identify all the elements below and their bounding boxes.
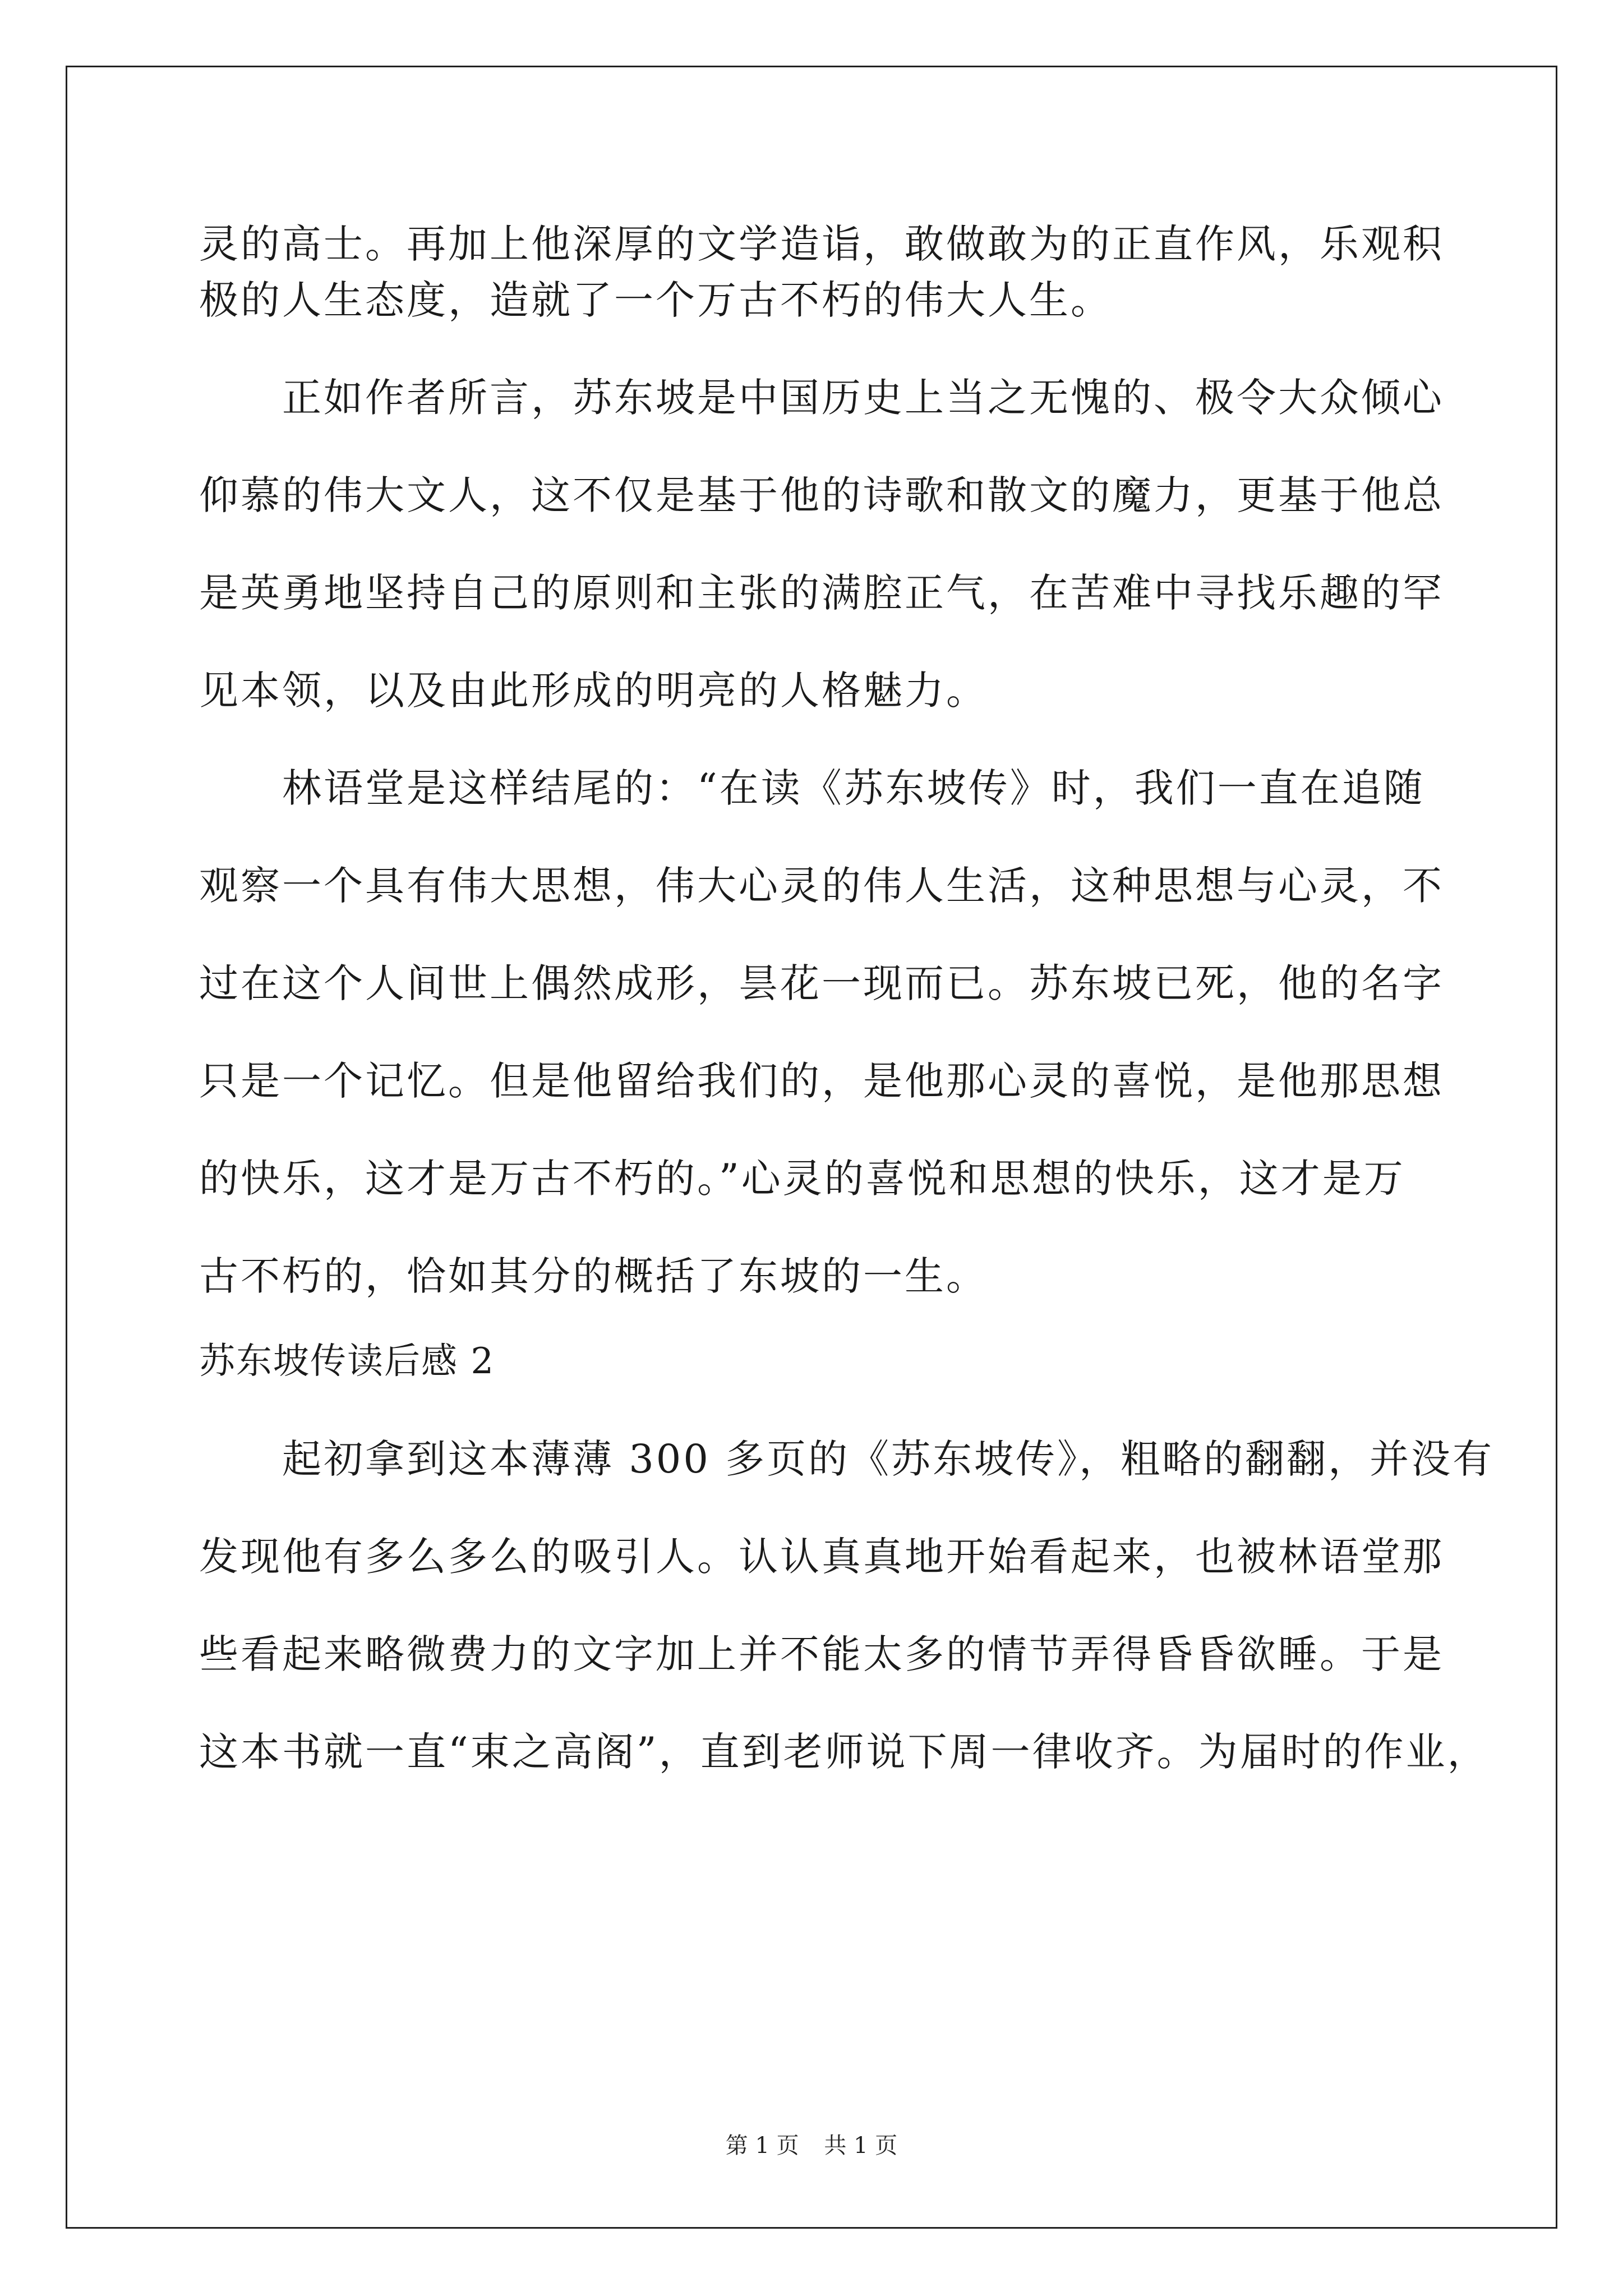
text-line: 是英勇地坚持自己的原则和主张的满腔正气，在苦难中寻找乐趣的罕: [199, 570, 1444, 616]
text-line: 发现他有多么多么的吸引人。认认真真地开始看起来，也被林语堂那: [199, 1534, 1444, 1580]
text-line: 仰慕的伟大文人，这不仅是基于他的诗歌和散文的魔力，更基于他总: [199, 472, 1444, 518]
text-line: 的快乐，这才是万古不朽的。”心灵的喜悦和思想的快乐，这才是万: [199, 1156, 1405, 1202]
text-line: 观察一个具有伟大思想，伟大心灵的伟人生活，这种思想与心灵，不: [199, 863, 1444, 909]
paragraph-start: 起初拿到这本薄薄 300 多页的《苏东坡传》，粗略的翻翻，并没有: [282, 1436, 1495, 1482]
text-line: 古不朽的，恰如其分的概括了东坡的一生。: [199, 1253, 988, 1299]
text-line: 这本书就一直“束之高阁”，直到老师说下周一律收齐。为届时的作业，: [199, 1729, 1489, 1775]
text-line: 灵的高士。再加上他深厚的文学造诣，敢做敢为的正直作风，乐观积: [199, 221, 1444, 267]
text-line: 极的人生态度，造就了一个万古不朽的伟大人生。: [199, 277, 1112, 323]
page-footer: [0, 2129, 1623, 2162]
page-total: 共 1 页: [824, 2133, 898, 2159]
text-line: 见本领，以及由此形成的明亮的人格魅力。: [199, 668, 988, 714]
page-number: 第 1 页: [725, 2133, 799, 2159]
section-heading: 苏东坡传读后感 2: [199, 1341, 495, 1382]
document-body: [199, 216, 1495, 1780]
paragraph-start: 林语堂是这样结尾的：“在读《苏东坡传》时，我们一直在追随: [282, 765, 1425, 811]
text-line: 过在这个人间世上偶然成形，昙花一现而已。苏东坡已死，他的名字: [199, 960, 1444, 1006]
text-line: 只是一个记忆。但是他留给我们的，是他那心灵的喜悦，是他那思想: [199, 1058, 1444, 1104]
paragraph-start: 正如作者所言，苏东坡是中国历史上当之无愧的、极令大众倾心: [282, 375, 1444, 421]
text-line: 些看起来略微费力的文字加上并不能太多的情节弄得昏昏欲睡。于是: [199, 1631, 1444, 1677]
